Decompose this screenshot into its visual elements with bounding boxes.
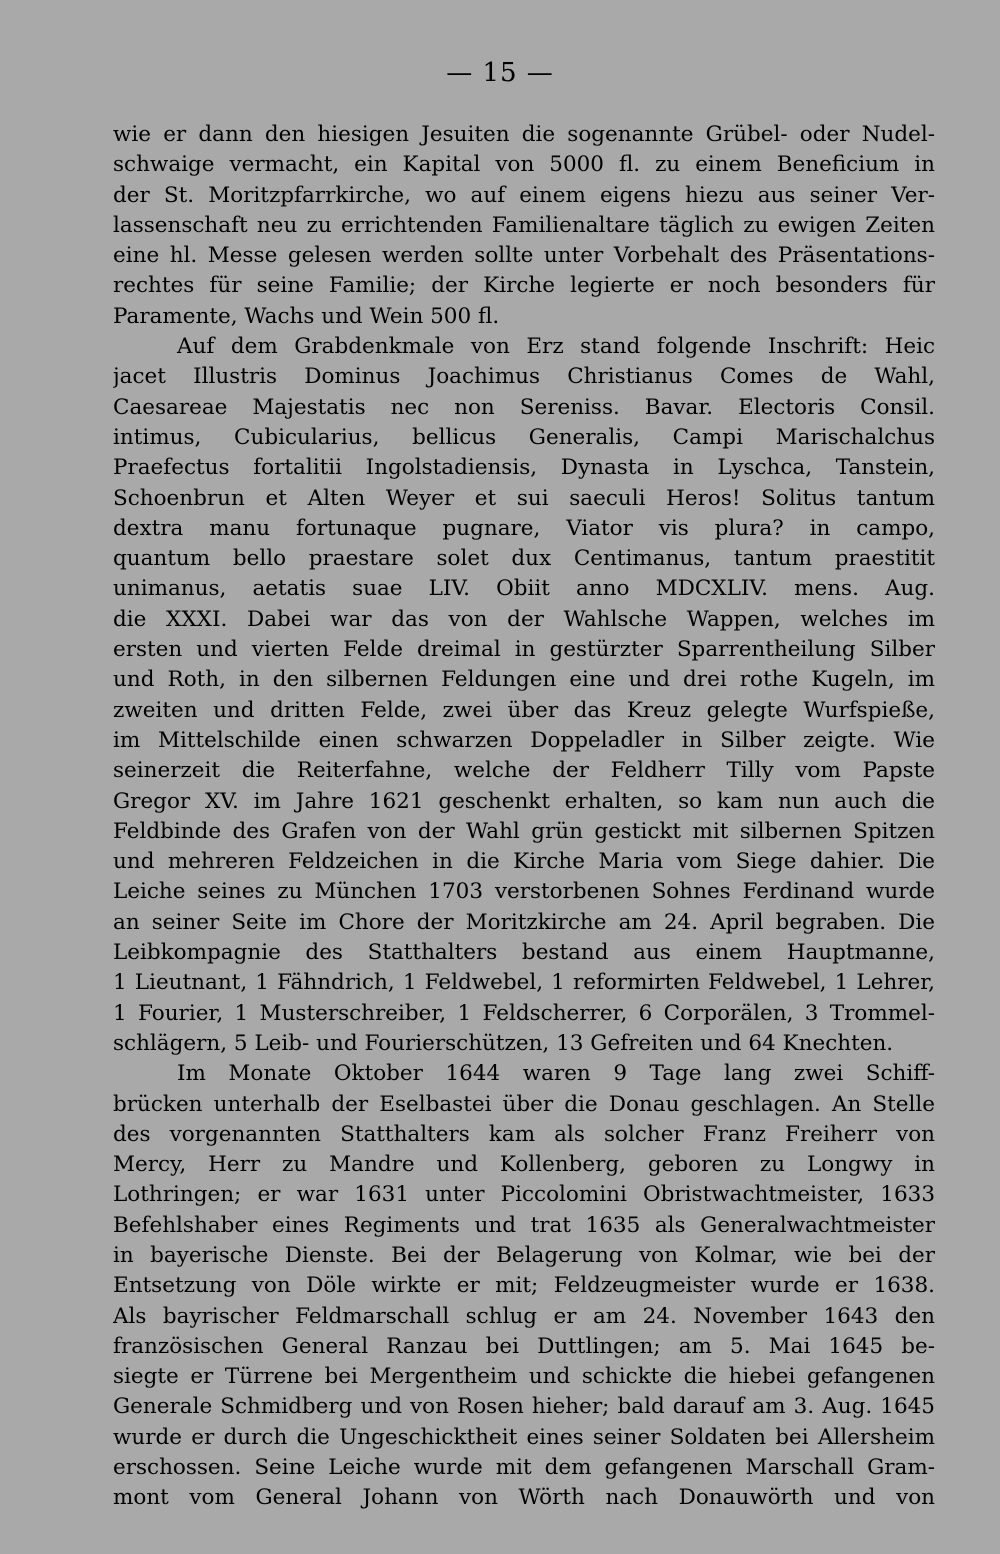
text-line: Schoenbrun et Alten Weyer et sui saeculi Heros! Solitus tantum	[113, 485, 935, 511]
text-line: ersten und vierten Felde dreimal in gestürzter Sparrentheilung Silber	[113, 637, 935, 663]
text-line: brücken unterhalb der Eselbastei über die Donau geschlagen. An Stelle	[113, 1091, 935, 1117]
text-line: siegte er Türrene bei Mergentheim und schickte die hiebei gefangenen	[113, 1364, 935, 1390]
text-line: 1 Fourier, 1 Musterschreiber, 1 Feldscherrer, 6 Corporälen, 3 Trommel-	[113, 1000, 935, 1026]
text-line: 1 Lieutnant, 1 Fähndrich, 1 Feldwebel, 1 reformirten Feldwebel, 1 Lehrer,	[113, 970, 935, 996]
text-line: Praefectus fortalitii Ingolstadiensis, Dynasta in Lyschca, Tanstein,	[113, 455, 935, 481]
text-line: Mercy, Herr zu Mandre und Kollenberg, geboren zu Longwy in	[113, 1152, 935, 1178]
text-line: Caesareae Majestatis nec non Sereniss. Bavar. Electoris Consil.	[113, 394, 935, 420]
text-line: und mehreren Feldzeichen in die Kirche Maria vom Siege dahier. Die	[113, 849, 935, 875]
text-line: Als bayrischer Feldmarschall schlug er am 24. November 1643 den	[113, 1303, 935, 1329]
text-line	[113, 1514, 935, 1544]
text-line: des vorgenannten Statthalters kam als solcher Franz Freiherr von	[113, 1121, 935, 1147]
text-line: rechtes für seine Familie; der Kirche legierte er noch besonders für	[113, 273, 935, 299]
text-line: jacet Illustris Dominus Joachimus Christianus Comes de Wahl,	[113, 364, 935, 390]
text-line: Im Monate Oktober 1644 waren 9 Tage lang zwei Schiff-	[177, 1061, 935, 1087]
text-line: mont vom General Johann von Wörth nach Donauwörth und von	[113, 1485, 935, 1511]
text-line: Befehlshaber eines Regiments und trat 1635 als Generalwachtmeister	[113, 1212, 935, 1238]
text-line: eine hl. Messe gelesen werden sollte unter Vorbehalt des Präsentations-	[113, 243, 935, 269]
page-number: — 15 —	[446, 58, 554, 88]
text-line: zweiten und dritten Felde, zwei über das Kreuz gelegte Wurfspieße,	[113, 697, 935, 723]
text-line: im Mittelschilde einen schwarzen Doppeladler in Silber zeigte. Wie	[113, 727, 935, 753]
text-line: die XXXI. Dabei war das von der Wahlsche Wappen, welches im	[113, 606, 935, 632]
text-line: und Roth, in den silbernen Feldungen eine und drei rothe Kugeln, im	[113, 667, 935, 693]
text-line: Feldbinde des Grafen von der Wahl grün gestickt mit silbernen Spitzen	[113, 818, 935, 844]
text-line: Entsetzung von Döle wirkte er mit; Feldzeugmeister wurde er 1638.	[113, 1273, 935, 1299]
text-line: Generale Schmidberg und von Rosen hieher; bald darauf am 3. Aug. 1645	[113, 1394, 935, 1420]
text-line: Paramente, Wachs und Wein 500 fl.	[113, 303, 500, 329]
text-line: der St. Moritzpfarrkirche, wo auf einem eigens hiezu aus seiner Ver-	[113, 182, 935, 208]
text-line: Leiche seines zu München 1703 verstorbenen Sohnes Ferdinand wurde	[113, 879, 935, 905]
text-line: intimus, Cubicularius, bellicus Generalis, Campi Marischalchus	[113, 424, 935, 450]
text-line: schlägern, 5 Leib- und Fourierschützen, 13 Gefreiten und 64 Knechten.	[113, 1030, 894, 1056]
text-line: Leibkompagnie des Statthalters bestand aus einem Hauptmanne,	[113, 940, 935, 966]
text-line: seinerzeit die Reiterfahne, welche der Feldherr Tilly vom Papste	[113, 758, 935, 784]
text-line: dextra manu fortunaque pugnare, Viator vis plura? in campo,	[113, 515, 935, 541]
text-line: unimanus, aetatis suae LIV. Obiit anno MDCXLIV. mens. Aug.	[113, 576, 935, 602]
text-line: französischen General Ranzau bei Duttlingen; am 5. Mai 1645 be-	[113, 1333, 935, 1359]
text-line: an seiner Seite im Chore der Moritzkirche am 24. April begraben. Die	[113, 909, 935, 935]
body-text	[113, 120, 935, 1544]
text-line: quantum bello praestare solet dux Centimanus, tantum praestitit	[113, 546, 935, 572]
text-line: lassenschaft neu zu errichtenden Familienaltare täglich zu ewigen Zeiten	[113, 212, 935, 238]
text-line: in bayerische Dienste. Bei der Belagerung von Kolmar, wie bei der	[113, 1242, 935, 1268]
text-line: Lothringen; er war 1631 unter Piccolomini Obristwachtmeister, 1633	[113, 1182, 935, 1208]
text-line: Gregor XV. im Jahre 1621 geschenkt erhalten, so kam nun auch die	[113, 788, 935, 814]
text-line: Auf dem Grabdenkmale von Erz stand folgende Inschrift: Heic	[177, 334, 935, 360]
text-line: wurde er durch die Ungeschicktheit eines seiner Soldaten bei Allersheim	[113, 1424, 935, 1450]
text-line: erschossen. Seine Leiche wurde mit dem gefangenen Marschall Gram-	[113, 1455, 935, 1481]
text-line: wie er dann den hiesigen Jesuiten die sogenannte Grübel- oder Nudel-	[113, 122, 935, 147]
text-line: schwaige vermacht, ein Kapital von 5000 fl. zu einem Beneficium in	[113, 152, 935, 178]
